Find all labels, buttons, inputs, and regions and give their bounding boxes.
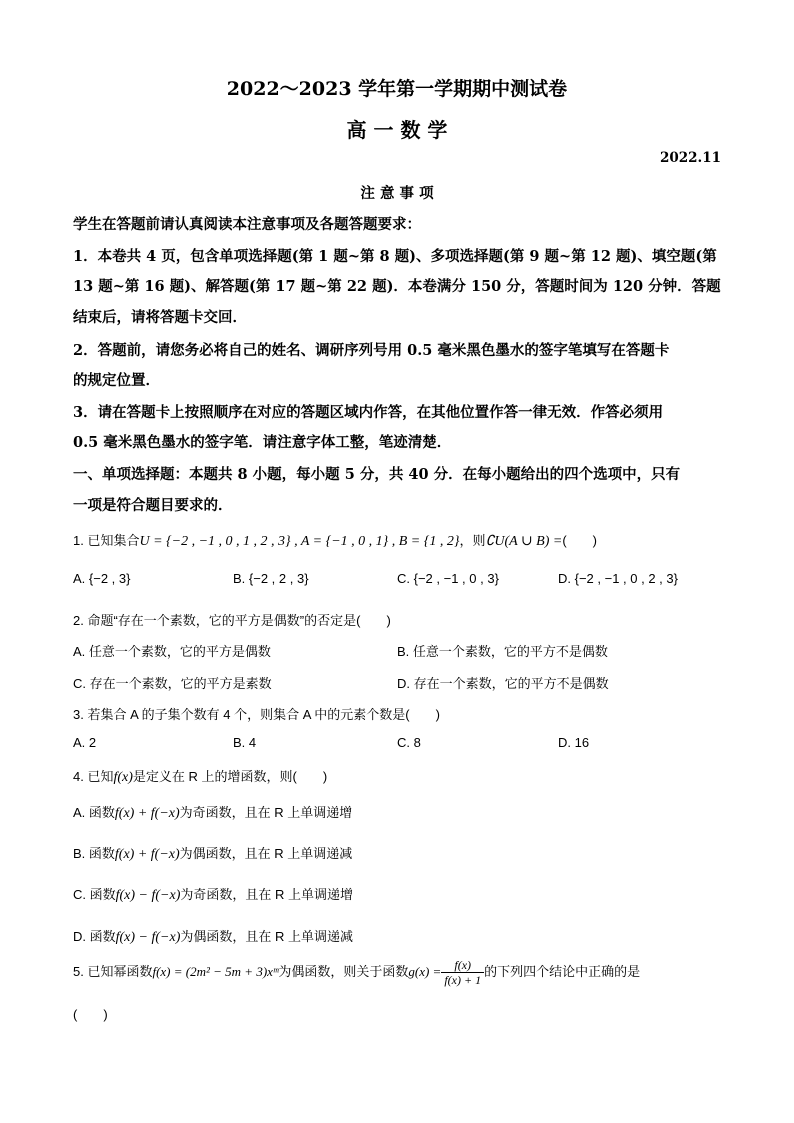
question-2-stem: 2. 命题“存在一个素数，它的平方是偶数”的否定是( ) (73, 613, 391, 628)
section-heading-line-2: 一项是符合题目要求的． (73, 497, 233, 514)
notice-item-3-line-1: 3．请在答题卡上按照顺序在对应的答题区域内作答，在其他位置作答一律无效．作答必须用 (73, 404, 664, 421)
notice-item-1-line-3: 结束后，请将答题卡交回． (73, 309, 247, 326)
question-1-option-d[interactable]: D. {−2 , −1 , 0 , 2 , 3} (558, 571, 678, 586)
question-1-stem: 1. 已知集合U = {−2 , −1 , 0 , 1 , 2 , 3} , A = {−1 , 0 , 1} , B = {1 , 2}，则∁U(A ∪ B) =( ) (73, 533, 598, 549)
question-3-stem: 3. 若集合 A 的子集个数有 4 个，则集合 A 中的元素个数是( ) (73, 707, 440, 722)
question-1-option-b[interactable]: B. {−2 , 2 , 3} (233, 571, 309, 586)
question-4-stem: 4. 已知f(x)是定义在 R 上的增函数，则( ) (73, 769, 328, 785)
notice-item-2-line-1: 2．答题前，请您务必将自己的姓名、调研序列号用 0.5 毫米黑色墨水的签字笔填写在答题卡 (73, 342, 670, 359)
question-3-option-a[interactable]: A. 2 (73, 735, 97, 750)
question-5-fraction: $\frac{f(x)}{f(x) + 1}$ (441, 958, 484, 987)
notice-item-3-line-2: 0.5 毫米黑色墨水的签字笔．请注意字体工整，笔迹清楚． (73, 434, 452, 451)
notice-intro: 学生在答题前请认真阅读本注意事项及各题答题要求： (73, 216, 421, 233)
question-5-answer-paren: ( ) (73, 1007, 108, 1022)
question-1-option-c[interactable]: C. {−2 , −1 , 0 , 3} (397, 571, 499, 586)
notice-item-1-line-2: 13 题~第 16 题)、解答题(第 17 题~第 22 题)．本卷满分 150 分，答题时间为 120 分钟．答题 (73, 278, 721, 295)
question-3-option-b[interactable]: B. 4 (233, 735, 257, 750)
question-3-option-d[interactable]: D. 16 (558, 735, 590, 750)
notice-item-1-line-1: 1．本卷共 4 页，包含单项选择题(第 1 题~第 8 题)、多项选择题(第 9 题~第 12 题)、填空题(第 (73, 248, 717, 265)
section-heading-line-1: 一、单项选择题：本题共 8 小题，每小题 5 分，共 40 分．在每小题给出的四个选项中，只有 (73, 466, 681, 483)
question-4-option-a[interactable]: A. 函数f(x) + f(−x)为奇函数，且在 R 上单调递增 (73, 805, 353, 821)
question-5-power-function: f(x) = (2m² − 5m + 3)xᵐ (152, 963, 279, 979)
question-2-option-b[interactable]: B. 任意一个素数，它的平方不是偶数 (397, 644, 608, 659)
question-1-sets: U = {−2 , −1 , 0 , 1 , 2 , 3} , A = {−1 , 0 , 1} , B = {1 , 2} (139, 534, 460, 549)
question-4-option-b[interactable]: B. 函数f(x) + f(−x)为偶函数，且在 R 上单调递减 (73, 846, 353, 862)
question-1-option-a[interactable]: A. {−2 , 3} (73, 571, 131, 586)
notice-title: 注 意 事 项 (360, 185, 434, 202)
notice-item-2-line-2: 的规定位置． (73, 372, 160, 389)
subject-title: 高 一 数 学 (346, 118, 448, 142)
question-3-option-c[interactable]: C. 8 (397, 735, 421, 750)
question-2-option-d[interactable]: D. 存在一个素数，它的平方不是偶数 (397, 676, 609, 691)
question-4-option-d[interactable]: D. 函数f(x) − f(−x)为偶函数，且在 R 上单调递减 (73, 929, 353, 945)
question-1-expression: ∁U(A ∪ B) = (485, 534, 563, 549)
question-5-stem: 5. 已知幂函数f(x) = (2m² − 5m + 3)xᵐ为偶函数，则关于函数g(x) = $\frac{f(x)}{f(x) + 1}$ 的下列四个结论中正确的是 (73, 958, 641, 987)
exam-title: 2022～2023 学年第一学期期中测试卷 (226, 78, 568, 100)
question-4-option-c[interactable]: C. 函数f(x) − f(−x)为奇函数，且在 R 上单调递增 (73, 887, 353, 903)
exam-date: 2022.11 (659, 150, 721, 166)
question-2-option-a[interactable]: A. 任意一个素数，它的平方是偶数 (73, 644, 271, 659)
question-2-option-c[interactable]: C. 存在一个素数，它的平方是素数 (73, 676, 272, 691)
